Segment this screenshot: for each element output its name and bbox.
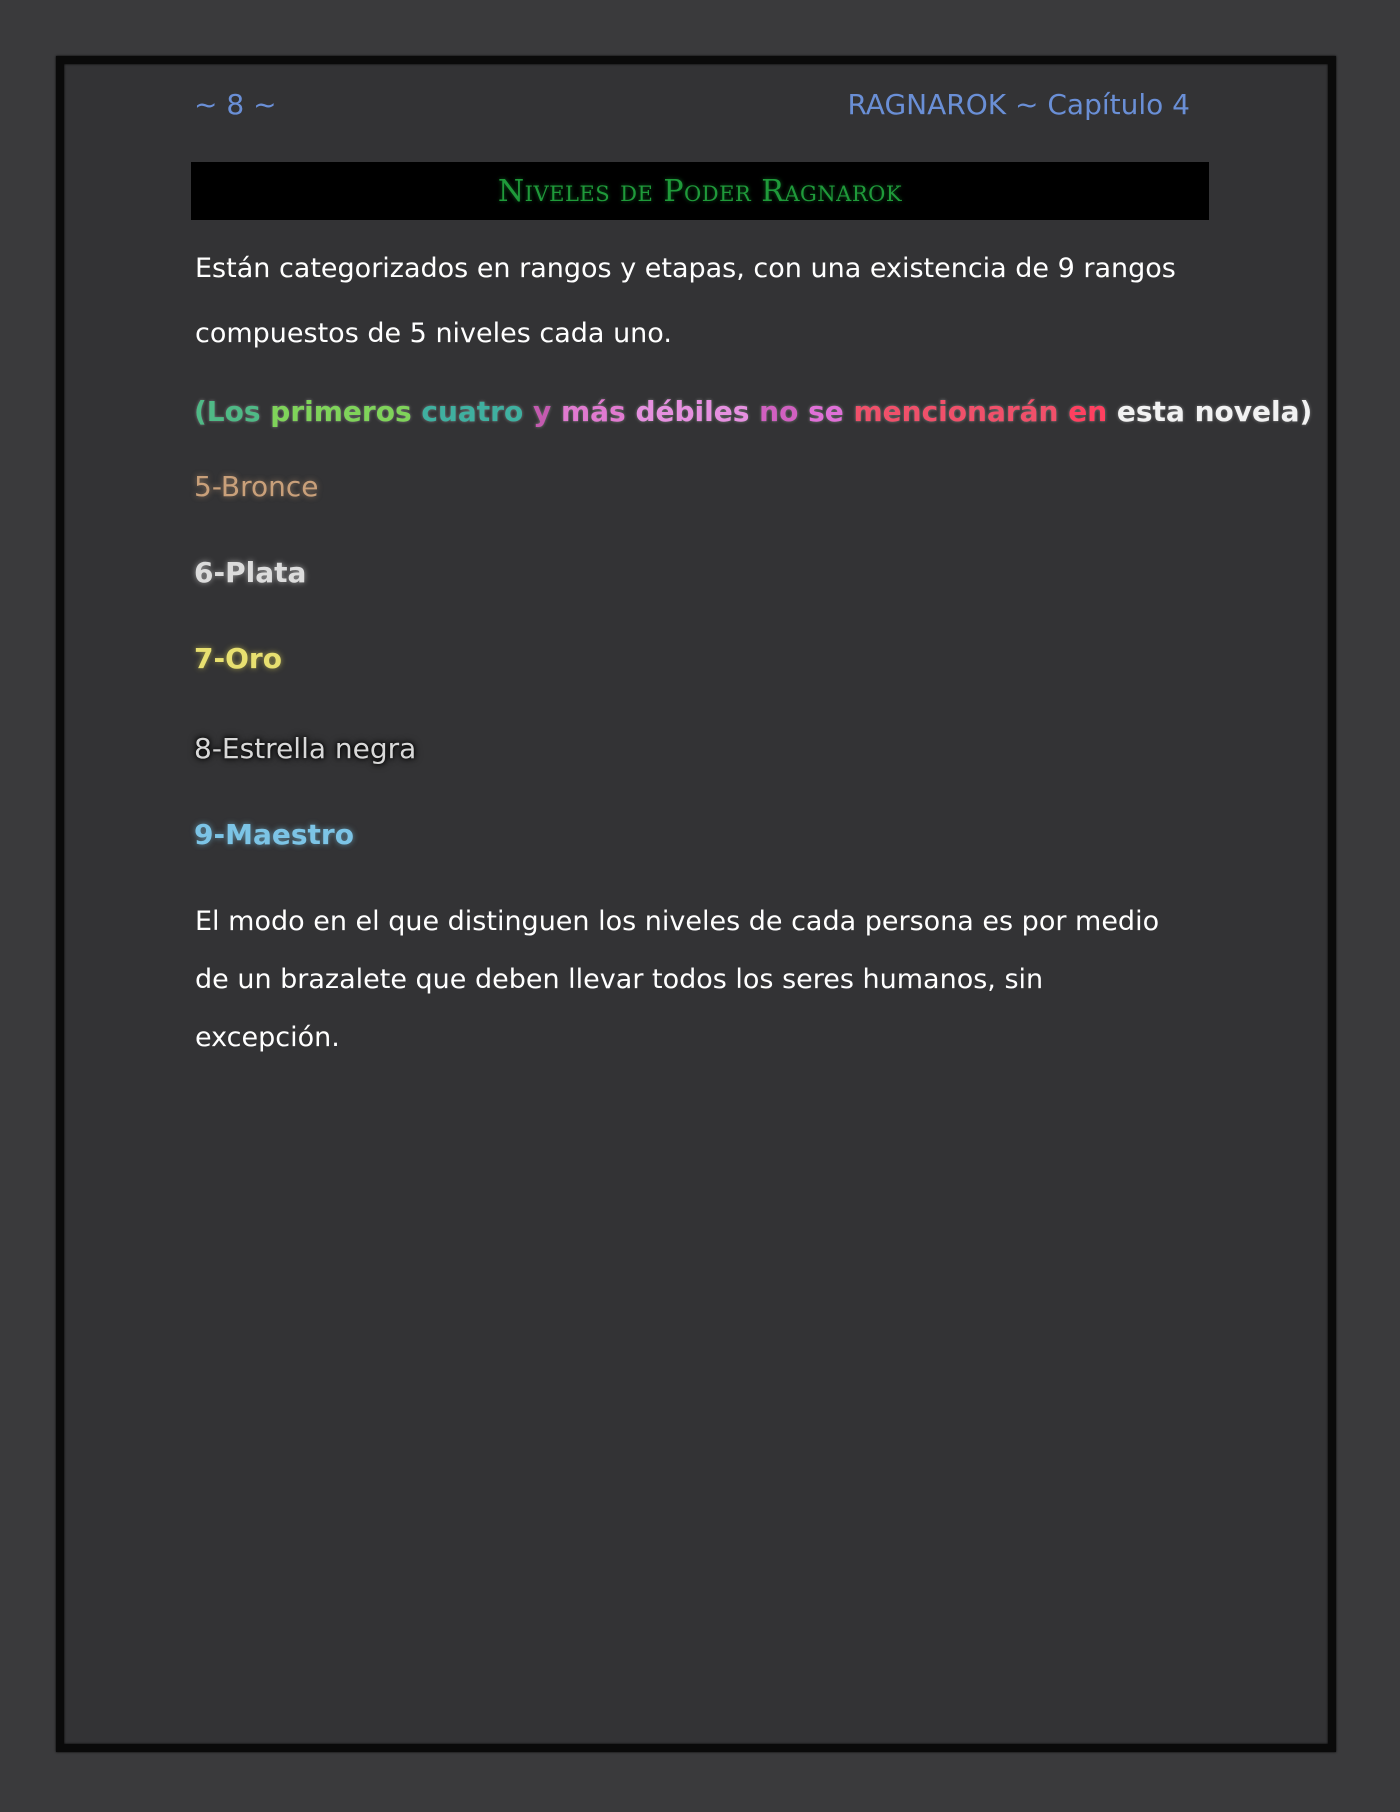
rank-bronce: 5-Bronce [194,470,319,503]
note-open-paren: ( [194,395,207,428]
rank-plata: 6-Plata [194,556,307,589]
note-word: cuatro [411,395,524,428]
closing-paragraph: El modo en el que distinguen los niveles de cada persona es por medio de un brazalete que deben llevar todos los seres humanos, sin excepción. [195,906,1160,1053]
section-title-bar [191,162,1209,220]
note-word: débiles [625,395,750,428]
note-words [207,395,1300,428]
note-word: esta novela [1107,395,1300,428]
note-word: se [798,395,844,428]
section-title: Niveles de Poder Ragnarok [497,173,903,209]
note-word: mencionarán [843,395,1059,428]
rank-oro: 7-Oro [194,642,282,675]
chapter-title: RAGNAROK ~ Capítulo 4 [847,87,1190,121]
rank-estrella-negra: 8-Estrella negra [194,732,417,765]
intro-paragraph: Están categorizados en rangos y etapas, con una existencia de 9 rangos compuestos de 5 niveles cada uno. [195,253,1176,349]
note-word: en [1058,395,1108,428]
rank-maestro: 9-Maestro [194,818,354,851]
note-close-paren: ) [1299,395,1313,428]
note-word: no [749,395,799,428]
note-word: y [523,395,552,428]
note-word: primeros [260,395,412,428]
note-word: más [551,395,626,428]
note-word: Los [206,395,261,428]
colored-note [194,395,1312,428]
page-number: ~ 8 ~ [194,87,277,121]
page-header [194,84,1190,124]
